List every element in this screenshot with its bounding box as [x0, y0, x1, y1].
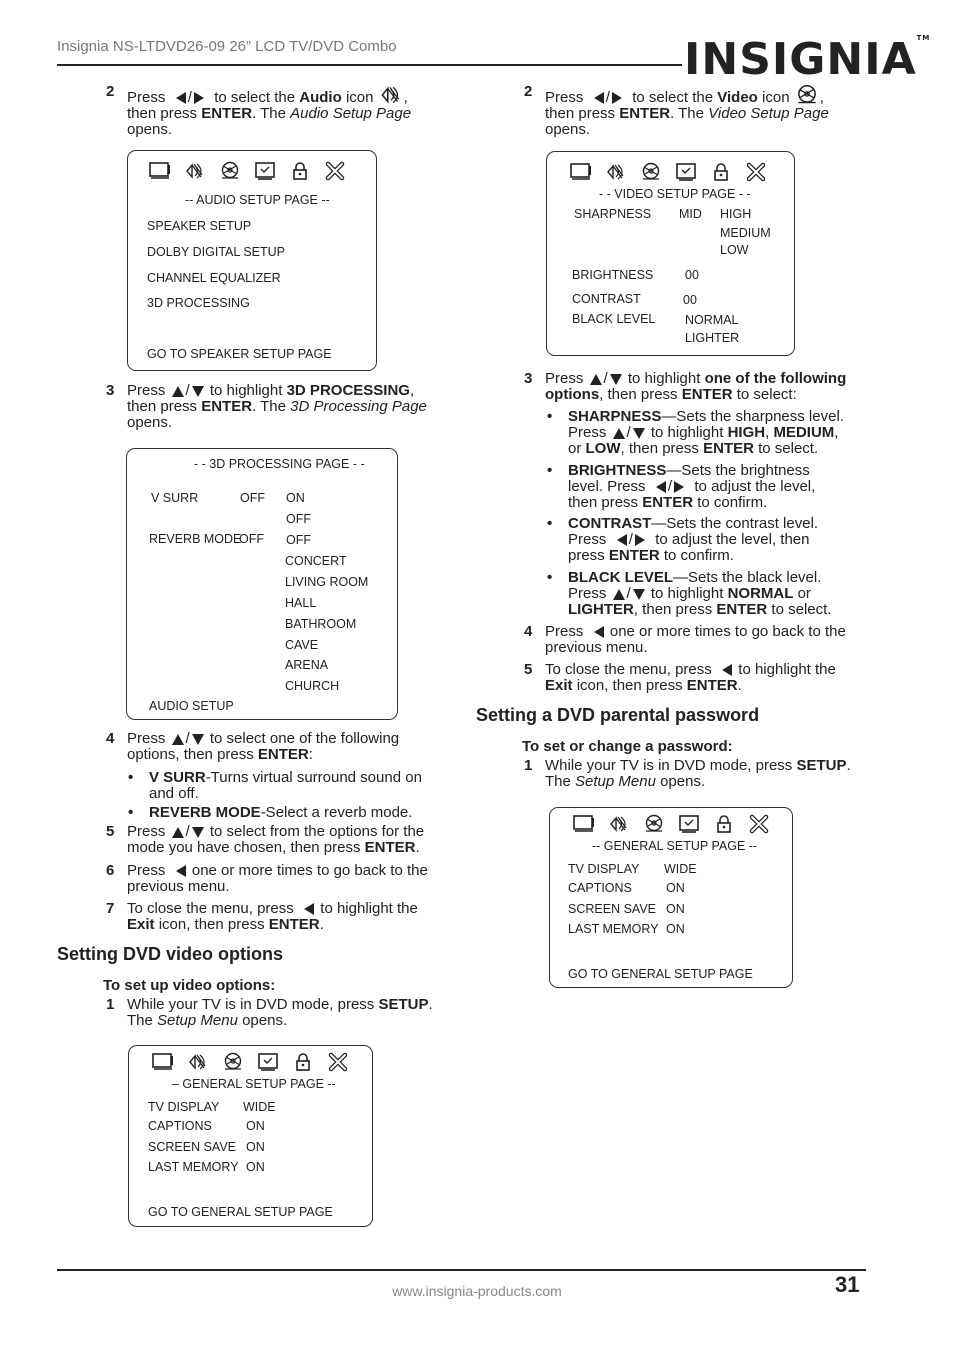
left-arrow-icon	[304, 903, 314, 915]
disc-icon	[642, 814, 666, 834]
menu-icon-bar	[151, 1052, 350, 1072]
lock-icon	[709, 162, 733, 182]
menu-title: -- GENERAL SETUP PAGE --	[592, 839, 758, 853]
footer-rule	[57, 1269, 866, 1271]
video-setup-menu	[546, 151, 795, 356]
left-arrow-icon	[176, 865, 186, 877]
menu-item: SPEAKER SETUP	[147, 219, 252, 233]
menu-label: SHARPNESS	[574, 207, 652, 221]
left-arrow-icon	[617, 534, 627, 546]
tv-icon	[148, 161, 172, 181]
down-arrow-icon	[633, 589, 645, 600]
down-arrow-icon	[192, 827, 204, 838]
menu-label: CAPTIONS	[148, 1119, 212, 1133]
up-arrow-icon	[172, 734, 184, 745]
up-arrow-icon	[590, 374, 602, 385]
menu-footer: GO TO SPEAKER SETUP PAGE	[147, 347, 332, 361]
disc-icon	[218, 161, 242, 181]
menu-value: ON	[666, 902, 685, 916]
left-arrow-icon	[176, 92, 186, 104]
general-setup-menu-left	[128, 1045, 373, 1227]
menu-option: CHURCH	[285, 679, 340, 693]
right-arrow-icon	[674, 481, 684, 493]
menu-label: LAST MEMORY	[148, 1160, 239, 1174]
audio-icon	[378, 84, 404, 106]
menu-option: LIVING ROOM	[285, 575, 369, 589]
menu-label: LAST MEMORY	[568, 922, 659, 936]
menu-label: TV DISPLAY	[568, 862, 640, 876]
menu-option: OFF	[286, 533, 311, 547]
disc-icon	[221, 1052, 245, 1072]
subheading-set-up-video: To set up video options:	[103, 977, 276, 994]
menu-value: 00	[685, 268, 699, 282]
menu-title: – GENERAL SETUP PAGE --	[172, 1077, 336, 1091]
down-arrow-icon	[192, 386, 204, 397]
menu-value: ON	[666, 881, 685, 895]
menu-option: BATHROOM	[285, 617, 357, 631]
audio-icon	[607, 814, 631, 834]
lock-icon	[712, 814, 736, 834]
menu-value: WIDE	[664, 862, 697, 876]
menu-title: - - 3D PROCESSING PAGE - -	[194, 457, 365, 471]
menu-option: CONCERT	[285, 554, 347, 568]
menu-option: LIGHTER	[685, 331, 740, 345]
menu-value: 00	[683, 293, 697, 307]
tv-icon	[569, 162, 593, 182]
menu-label: TV DISPLAY	[148, 1100, 220, 1114]
menu-label: SCREEN SAVE	[148, 1140, 236, 1154]
insignia-logo: INSIGNIA™	[684, 34, 931, 85]
exit-icon	[744, 162, 768, 182]
preference-icon	[674, 162, 698, 182]
menu-option: MEDIUM	[720, 226, 771, 240]
up-arrow-icon	[613, 589, 625, 600]
audio-icon	[186, 1052, 210, 1072]
left-arrow-icon	[722, 664, 732, 676]
audio-icon	[604, 162, 628, 182]
menu-label: CONTRAST	[572, 292, 641, 306]
lock-icon	[288, 161, 312, 181]
menu-option: ON	[286, 491, 305, 505]
menu-label: BLACK LEVEL	[572, 312, 656, 326]
audio-setup-menu	[127, 150, 377, 371]
tv-icon	[151, 1052, 175, 1072]
preference-icon	[256, 1052, 280, 1072]
menu-value: ON	[246, 1119, 265, 1133]
lock-icon	[291, 1052, 315, 1072]
up-arrow-icon	[172, 827, 184, 838]
tv-icon	[572, 814, 596, 834]
menu-icon-bar	[148, 161, 347, 181]
menu-value: ON	[666, 922, 685, 936]
exit-icon	[747, 814, 771, 834]
down-arrow-icon	[610, 374, 622, 385]
menu-value: ON	[246, 1140, 265, 1154]
menu-footer: GO TO GENERAL SETUP PAGE	[568, 967, 753, 981]
subheading-change-password: To set or change a password:	[522, 738, 733, 755]
left-arrow-icon	[594, 626, 604, 638]
menu-value: MID	[679, 207, 702, 221]
menu-item: 3D PROCESSING	[147, 296, 250, 310]
menu-icon-bar	[569, 162, 768, 182]
preference-icon	[677, 814, 701, 834]
menu-option: NORMAL	[685, 313, 739, 327]
up-arrow-icon	[613, 428, 625, 439]
footer-url: www.insignia-products.com	[392, 1283, 562, 1299]
menu-label: V SURR	[151, 491, 199, 505]
menu-value: OFF	[239, 532, 264, 546]
document-header-title: Insignia NS-LTDVD26-09 26” LCD TV/DVD Combo	[57, 38, 397, 55]
audio-icon	[183, 161, 207, 181]
menu-icon-bar	[572, 814, 771, 834]
down-arrow-icon	[633, 428, 645, 439]
left-arrow-icon	[594, 92, 604, 104]
menu-option: LOW	[720, 243, 749, 257]
menu-option: HIGH	[720, 207, 752, 221]
menu-label: SCREEN SAVE	[568, 902, 656, 916]
general-setup-menu-right	[549, 807, 793, 988]
menu-option: OFF	[286, 512, 311, 526]
disc-icon	[639, 162, 663, 182]
menu-option: CAVE	[285, 638, 319, 652]
menu-item: DOLBY DIGITAL SETUP	[147, 245, 286, 259]
right-arrow-icon	[612, 92, 622, 104]
menu-label: REVERB MODE	[149, 532, 242, 546]
header-rule	[57, 64, 682, 66]
preference-icon	[253, 161, 277, 181]
up-arrow-icon	[172, 386, 184, 397]
right-arrow-icon	[635, 534, 645, 546]
menu-item: CHANNEL EQUALIZER	[147, 271, 281, 285]
menu-option: ARENA	[285, 658, 329, 672]
menu-value: OFF	[240, 491, 265, 505]
heading-video-options: Setting DVD video options	[57, 944, 284, 964]
3d-processing-menu	[126, 448, 398, 720]
menu-label: BRIGHTNESS	[572, 268, 654, 282]
heading-parental-password: Setting a DVD parental password	[476, 705, 760, 725]
exit-icon	[326, 1052, 350, 1072]
page-number: 31	[835, 1272, 860, 1297]
menu-value: WIDE	[243, 1100, 276, 1114]
video-icon	[794, 84, 820, 106]
menu-footer: GO TO GENERAL SETUP PAGE	[148, 1205, 333, 1219]
down-arrow-icon	[192, 734, 204, 745]
exit-icon	[323, 161, 347, 181]
menu-value: ON	[246, 1160, 265, 1174]
menu-title: -- AUDIO SETUP PAGE --	[185, 193, 330, 207]
menu-footer: AUDIO SETUP	[149, 699, 234, 713]
menu-option: HALL	[285, 596, 317, 610]
menu-label: CAPTIONS	[568, 881, 632, 895]
menu-title: - - VIDEO SETUP PAGE - -	[599, 187, 751, 201]
left-arrow-icon	[656, 481, 666, 493]
right-arrow-icon	[194, 92, 204, 104]
